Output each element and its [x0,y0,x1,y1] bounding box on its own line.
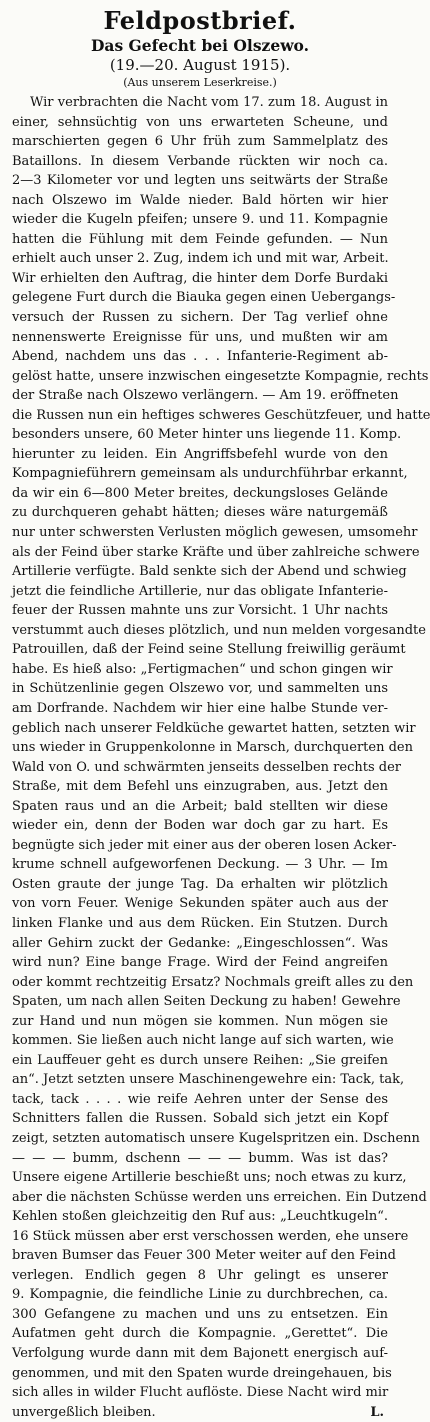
article-line [12,1266,388,1286]
article-line-text: zur Hand und nun mögen sie kommen. Nun mögen sie [12,1013,388,1029]
article-line-text: verstummt auch dieses plötzlich, und nun melden vorgesandte [12,622,426,638]
article-line [12,934,388,954]
article-line-text: die Russen nun ein heftiges schweres Geschützfeuer, und hatte [12,407,430,423]
article-line-text: krume schnell aufgeworfenen Deckung. — 3 Uhr. — Im [12,857,388,873]
article-line-text: hatten die Fühlung mit dem Feinde gefunden. — Nun [12,231,388,247]
article-line [12,1149,388,1169]
article-line-text: hierunter zu leiden. Ein Angriffsbefehl wurde von den [12,446,388,462]
article-line [12,1207,388,1227]
article-line [12,875,388,895]
article-line [12,1070,405,1090]
article-line [12,328,388,348]
article-line [12,1031,394,1051]
article-line-text: da wir ein 6—800 Meter breites, deckungsloses Gelände [12,485,388,501]
article-line-text: von vorn Feuer. Wenige Sekunden später auch aus der [12,896,388,912]
article-line-text: Osten graute der junge Tag. Da erhalten wir plötzlich [12,876,388,892]
article-line [12,288,396,308]
article-line [12,406,430,426]
article-line-text: begnügte sich jeder mit einer aus der oberen losen Acker- [12,837,397,853]
article-line-text: Verfolgung wurde dann mit dem Bajonett energisch auf- [12,1346,388,1361]
article-line-text: versuch der Russen zu sichern. Der Tag verlief ohne [12,310,388,326]
article-title: Feldpostbrief. [103,6,297,35]
article-line-text: Artillerie verfügte. Bald senkte sich der Abend und schwieg [12,564,407,580]
article-line [12,836,397,856]
article-line [12,503,388,523]
article-line-text: 16 Stück müssen aber erst verschossen werden, ehe unsere [12,1228,409,1244]
article-line-text: linken Flanke und aus dem Rücken. Ein Stutzen. Durch [12,915,388,931]
article-line [12,1285,388,1305]
article-line-text: genommen, und mit den Spaten wurde dreingehauen, bis [12,1365,392,1381]
article-line-text: Wir verbrachten die Nacht vom 17. zum 18. August in [30,95,388,110]
article-line [12,816,388,836]
article-line-text: einer, sehnsüchtig von uns erwarteten Scheune, und [12,114,388,130]
article-line [12,132,388,152]
article-line [12,445,388,465]
article-line-text: Kehlen stoßen gleichzeitig den Ruf aus: „Leuchtkugeln“. [12,1209,388,1225]
article-line-text: als der Feind über starke Kräfte und über zahlreiche schwere [12,544,420,560]
article-line [12,367,429,387]
article-line [12,562,407,582]
article-line [12,738,413,758]
article-line [12,1383,388,1403]
article-line [12,191,388,211]
article-line [12,464,408,484]
article-line-text: am Dorfrande. Nachdem wir hier eine halbe Stunde ver- [12,700,388,716]
article-line-text: Abend, nachdem uns das . . . Infanterie-Regiment ab- [12,349,388,365]
article-line [12,152,388,172]
article-line-text: Spaten raus und an die Arbeit; bald stellten wir diese [12,798,388,814]
article-line [12,1129,420,1149]
article-line [12,425,402,445]
article-line-text: zu durchqueren gehabt hätten; dieses wäre naturgemäß [12,505,388,521]
article-line [12,1012,388,1032]
article-line-text: 2—3 Kilometer vor und legten uns seitwärts der Straße [12,173,388,189]
article-line-text: feuer der Russen mahnte uns zur Vorsicht. 1 Uhr nachts [12,603,388,619]
article-line-text: der Straße nach Olszewo verlängern. — Am 19. eröffneten [12,388,399,404]
article-line-text: sich alles in wilder Flucht auflöste. Diese Nacht wird mir [12,1385,389,1401]
article-line-text: zeigt, setzten automatisch unsere Kugelspritzen ein. Dschenn [12,1130,420,1146]
article-line [12,582,388,602]
article-line [12,660,393,680]
article-line [12,992,401,1012]
article-line-text: — — — bumm, dschenn — — — bumm. Was ist das? [12,1150,388,1166]
article-line [12,210,388,230]
article-line [12,93,388,113]
article-line-text: Schnitters fallen die Russen. Sobald sich jetzt ein Kopf [12,1111,388,1127]
article-line-text: nach Olszewo im Walde nieder. Bald hörten wir hier [12,192,388,208]
article-line [12,1305,388,1325]
article-line-text: erhielt auch unser 2. Zug, indem ich und mit war, Arbeit. [12,251,389,267]
article-source-note: (Aus unserem Leserkreise.) [123,76,277,89]
article-line-text: Wald von O. und schwärmten jenseits desselben rechts der [12,759,401,775]
article-line [12,113,388,133]
article-line [12,1344,388,1364]
article-line [12,855,388,875]
article-line [12,543,420,563]
article-line-text: Straße, mit dem Befehl uns einzugraben, aus. Jetzt den [12,779,388,795]
article-line [12,308,388,328]
article-body [12,93,430,1422]
article-line-text: ein Lauffeuer geht es durch unsere Reihen: „Sie greifen [12,1052,388,1068]
article-line [12,699,388,719]
article-line-text: gelöst hatte, unsere inzwischen eingesetzte Kompagnie, rechts [12,368,429,384]
article-line-text: tack, tack . . . . wie reife Aehren unter der Sense des [12,1091,388,1107]
article-line [12,621,426,641]
article-line [12,1364,392,1384]
article-line-text: 300 Gefangene zu machen und uns zu entsetzen. Ein [12,1306,388,1322]
article-line [12,719,416,739]
article-line-text: Kompagnieführern gemeinsam als undurchführbar erkannt, [12,466,408,482]
article-line-text: unvergeßlich bleiben. [12,1404,156,1420]
article-line-text: Bataillons. In diesem Verbande rückten wir noch ca. [12,153,388,169]
article-line [12,777,388,797]
article-line-text: nennenswerte Ereignisse für uns, und mußten wir am [12,329,388,345]
article-line [12,347,388,367]
article-line-text: verlegen. Endlich gegen 8 Uhr gelingt es unserer [12,1267,388,1283]
article-line [12,1403,388,1422]
article-line [12,640,406,660]
article-dates: (19.—20. August 1915). [109,56,291,74]
article-line-text: Spaten, um nach allen Seiten Deckung zu haben! Gewehre [12,994,401,1010]
article-line [12,1246,396,1266]
article-line-text: 9. Kompagnie, die feindliche Linie zu durchbrechen, ca. [12,1287,388,1303]
article-line-text: nur unter schwersten Verlusten möglich gewesen, umsomehr [12,525,418,541]
article-line [12,601,388,621]
article-line [12,171,388,191]
article-line [12,1109,388,1129]
article-line-text: jetzt die feindliche Artillerie, nur das obligate Infanterie- [12,583,388,599]
article-line-text: aber die nächsten Schüsse werden uns erreichen. Ein Dutzend [12,1189,427,1205]
article-line [12,797,388,817]
article-line [12,758,401,778]
article-line-text: aller Gehirn zuckt der Gedanke: „Eingeschlossen“. Was [12,935,388,951]
article-signature: L. [370,1404,384,1420]
article-line-text: wieder die Kugeln pfeifen; unsere 9. und 11. Kompagnie [12,212,388,228]
article-line-text: gelegene Furt durch die Biauka gegen einen Uebergangs- [12,290,396,306]
article-line [12,894,388,914]
article-line [12,484,388,504]
article-line [12,230,388,250]
article-line-text: kommen. Sie ließen auch nicht lange auf sich warten, wie [12,1033,394,1049]
article-line [12,679,388,699]
article-line-text: Unsere eigene Artillerie beschießt uns; noch etwas zu kurz, [12,1170,407,1186]
article-line [12,269,388,289]
article-line [12,1324,388,1344]
article-line-text: wird nun? Eine bange Frage. Wird der Feind angreifen [12,955,388,971]
article-line-text: braven Bumser das Feuer 300 Meter weiter auf den Feind [12,1248,396,1264]
article-line-text: in Schützenlinie gegen Olszewo vor, und sammelten uns [12,681,388,697]
article-line-text: Patrouillen, daß der Feind seine Stellung freiwillig geräumt [12,642,406,658]
article-line [12,523,418,543]
article-line [12,1090,388,1110]
article-line [12,914,388,934]
article-line-text: oder kommt rechtzeitig Ersatz? Nochmals greift alles zu den [12,974,414,990]
article-line-text: geblich nach unserer Feldküche gewartet hatten, setzten wir [12,720,416,736]
article-line [12,1227,409,1247]
article-line [12,1051,388,1071]
article-line-text: besonders unsere, 60 Meter hinter uns liegende 11. Komp. [12,427,402,443]
article-line-text: uns wieder in Gruppenkolonne in Marsch, durchquerten den [12,740,413,756]
article-line-text: Aufatmen geht durch die Kompagnie. „Gerettet“. Die [12,1326,388,1342]
article-line-text: marschierten gegen 6 Uhr früh zum Sammelplatz des [12,134,388,150]
article-line [12,249,388,269]
article-line-text: habe. Es hieß also: „Fertigmachen“ und schon gingen wir [12,661,393,677]
article-line [12,386,399,406]
article-line [12,1168,407,1188]
article-line-text: wieder ein, denn der Boden war doch gar zu hart. Es [12,818,388,834]
article-line-text: an“. Jetzt setzten unsere Maschinengewehre ein: Tack, tak, [12,1072,405,1088]
article-line [12,1188,427,1208]
article-line-text: Wir erhielten den Auftrag, die hinter dem Dorfe Burdaki [12,270,388,286]
article-subtitle: Das Gefecht bei Olszewo. [90,36,310,55]
article-line [12,973,414,993]
article-line [12,953,388,973]
